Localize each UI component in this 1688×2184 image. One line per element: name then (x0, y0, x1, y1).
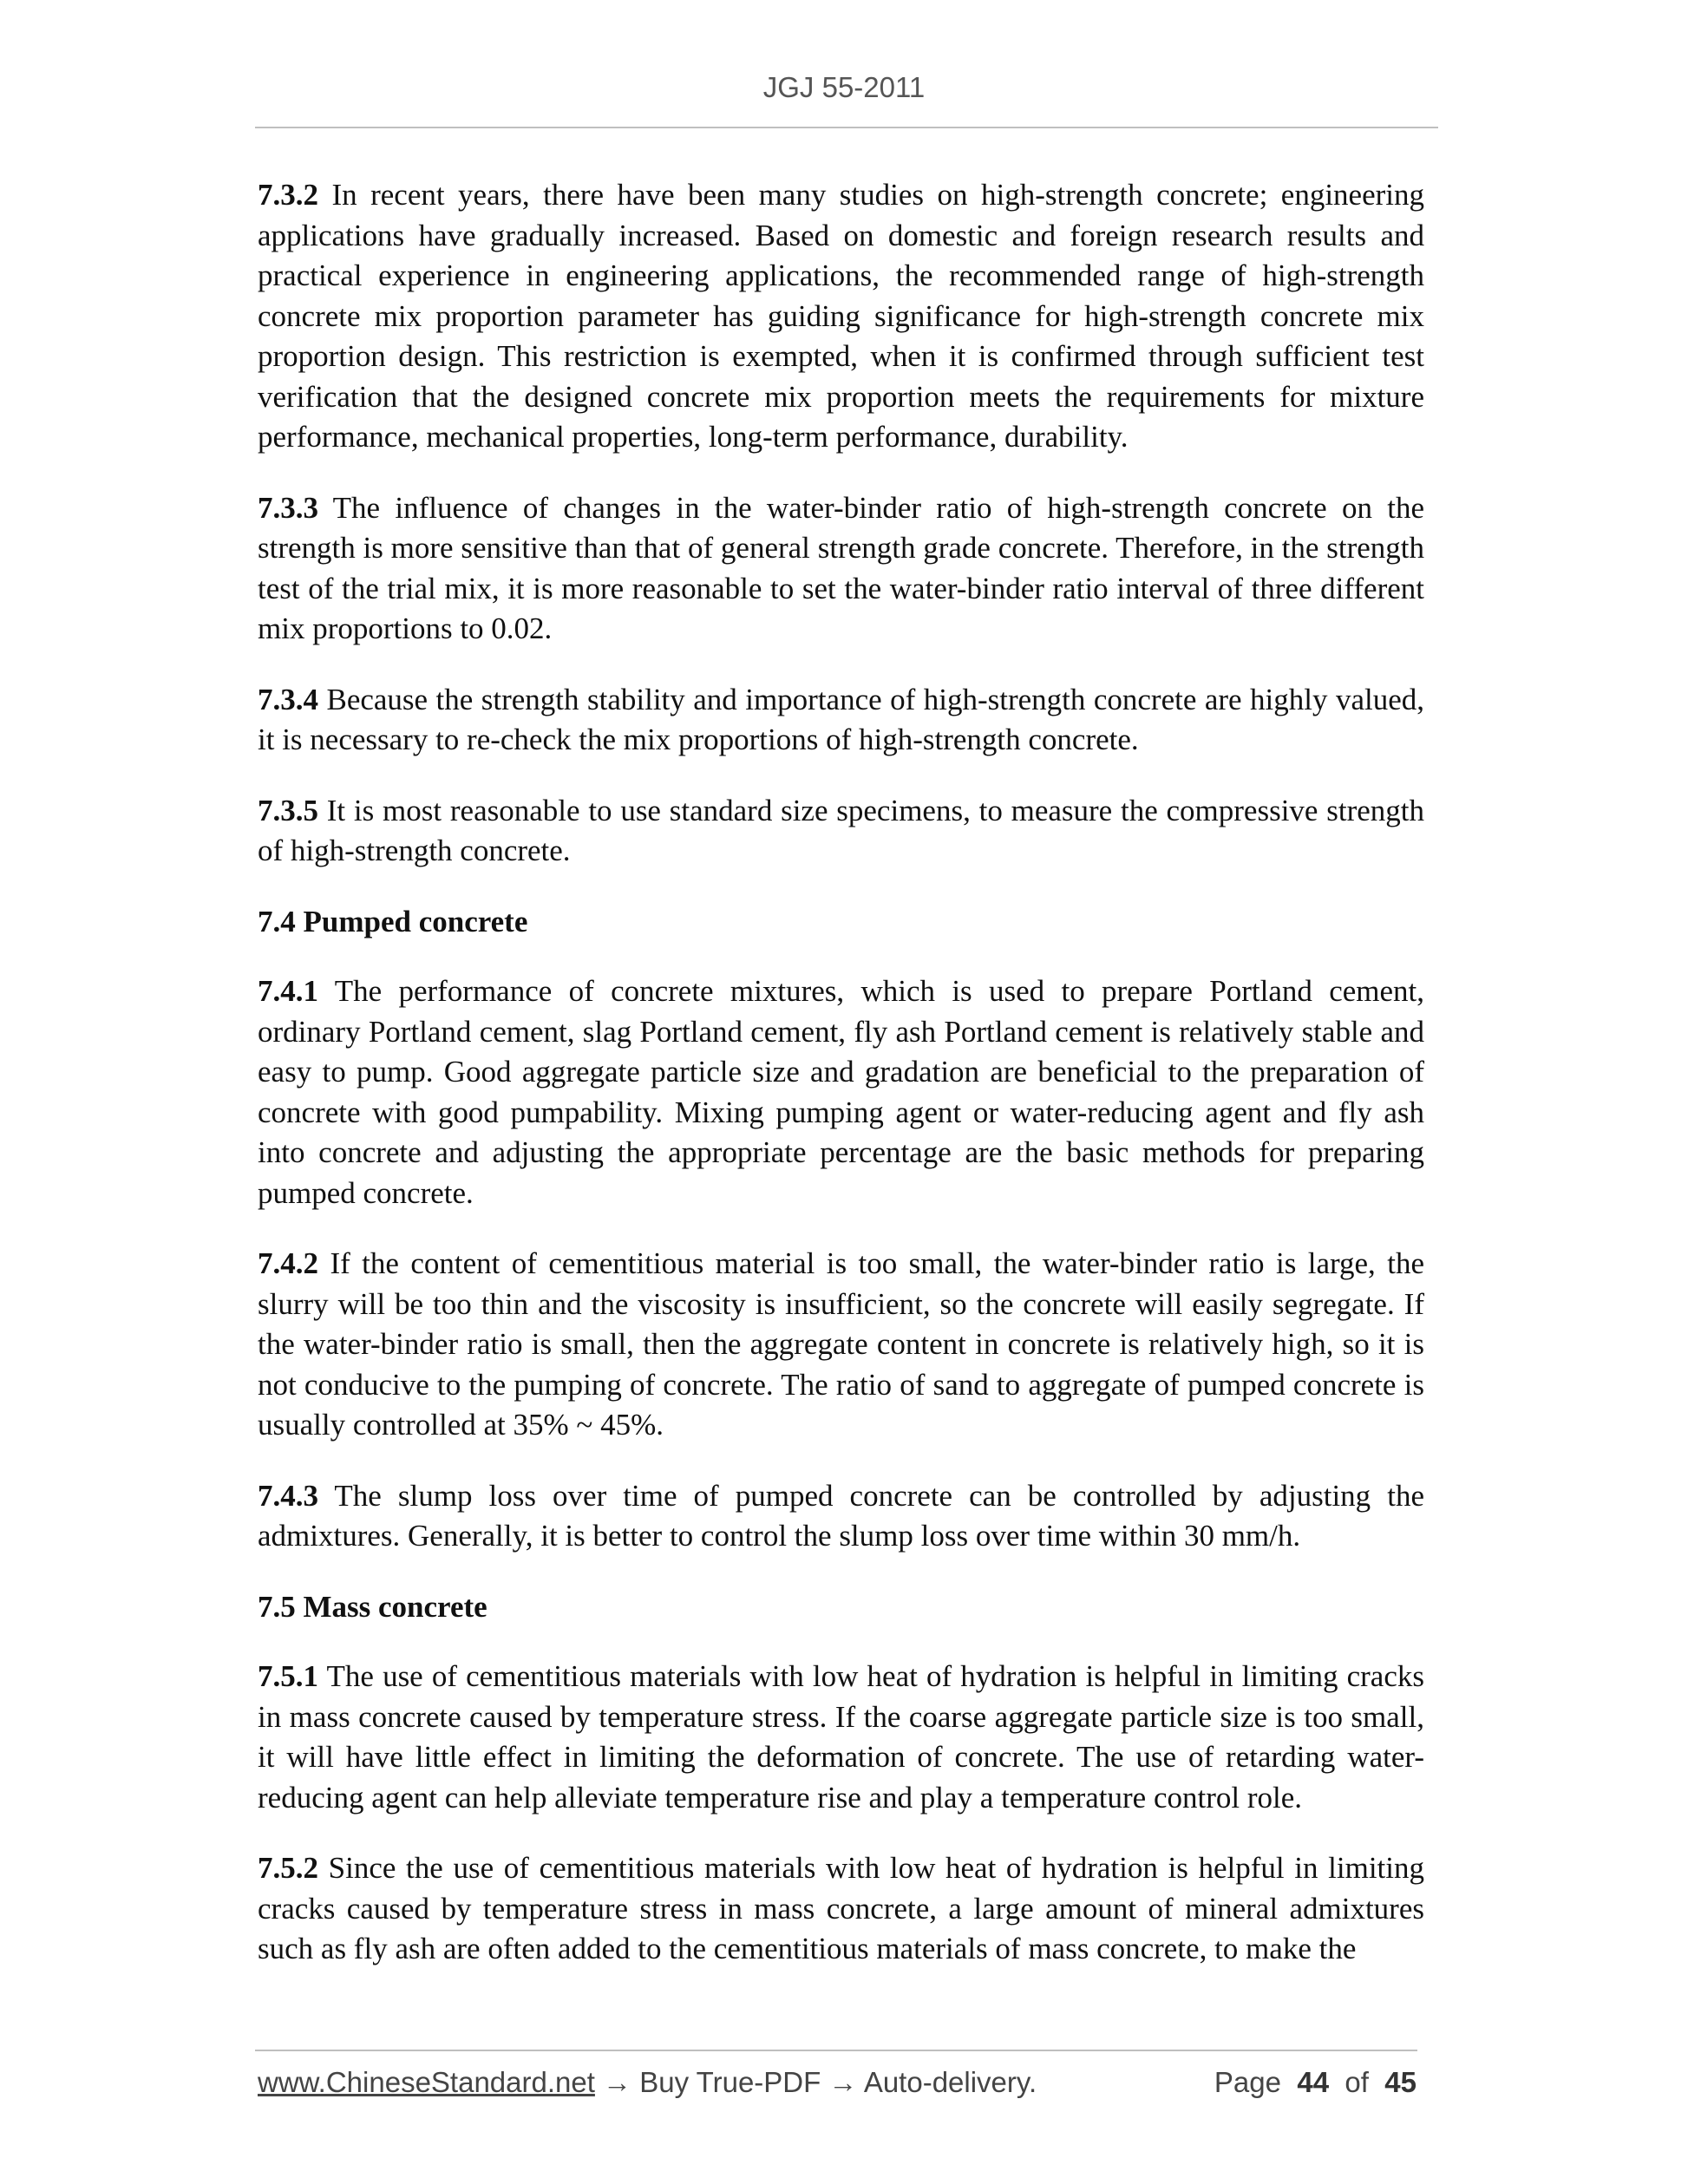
footer-tagline: → Buy True-PDF → Auto-delivery. (594, 2066, 1037, 2098)
section-heading: 7.4 Pumped concrete (258, 904, 528, 938)
clause-number: 7.5.1 (258, 1659, 318, 1693)
clause-text: If the content of cementitious material is too small, the water-binder ratio is large, the slurry will be too thin and the viscosity is insufficient, so the concrete will easily segregate. If the water-binder ratio is small, then the aggregate content in concrete is relatively high, so it is not conducive to the pumping of concrete. The ratio of sand to aggregate of pumped concrete is usually controlled at 35% ~ 45%. (258, 1246, 1424, 1442)
page-footer (258, 2066, 1416, 2102)
section-heading: 7.5 Mass concrete (258, 1589, 487, 1624)
page-current: 44 (1297, 2066, 1330, 2098)
page-label: Page (1214, 2066, 1281, 2098)
clause-number: 7.5.2 (258, 1851, 318, 1885)
website-link[interactable]: www.ChineseStandard.net (258, 2066, 595, 2098)
clause-paragraph (258, 1476, 1424, 1557)
clause-text: The use of cementitious materials with low heat of hydration is helpful in limiting cracks in mass concrete caused by temperature stress. If the coarse aggregate particle size is too small, it will have little effect in limiting the deformation of concrete. The use of retarding water-reducing agent can help alleviate temperature rise and play a temperature control role. (258, 1659, 1425, 1815)
footer-divider (255, 2050, 1417, 2051)
clause-text: The slump loss over time of pumped concrete can be controlled by adjusting the admixtures. Generally, it is better to control the slump loss over time within 30 mm/h. (258, 1478, 1424, 1553)
clause-number: 7.3.2 (258, 178, 318, 212)
page-of: of (1345, 2066, 1369, 2098)
clause-paragraph (258, 1244, 1424, 1446)
clause-number: 7.4.3 (258, 1478, 318, 1513)
header-divider (255, 127, 1438, 128)
clause-paragraph (258, 791, 1424, 872)
clause-text: The performance of concrete mixtures, which is used to prepare Portland cement, ordinary Portland cement, slag Portland cement, fly ash Portland cement is relatively stable and easy to pump. Good aggregate particle size and gradation are beneficial to the preparation of concrete with good pumpability. Mixing pumping agent or water-reducing agent and fly ash into concrete and adjusting the appropriate percentage are the basic methods for preparing pumped concrete. (258, 974, 1424, 1210)
clause-text: The influence of changes in the water-binder ratio of high-strength concrete on the strength is more sensitive than that of general strength grade concrete. Therefore, in the strength test of the trial mix, it is more reasonable to set the water-binder ratio interval of three different mix proportions to 0.02. (258, 490, 1424, 645)
clause-text: Because the strength stability and importance of high-strength concrete are highly valued, it is necessary to re-check the mix proportions of high-strength concrete. (258, 682, 1424, 756)
clause-paragraph (258, 488, 1424, 650)
clause-paragraph (258, 971, 1424, 1213)
clause-paragraph (258, 1848, 1424, 1970)
document-body (258, 175, 1424, 2000)
clause-number: 7.3.5 (258, 793, 318, 827)
footer-promo (258, 2066, 1037, 2099)
clause-text: Since the use of cementitious materials with low heat of hydration is helpful in limiting cracks caused by temperature stress in mass concrete, a large amount of mineral admixtures such as fly ash are often added to the cementitious materials of mass concrete, to make the (258, 1851, 1425, 1965)
clause-text: It is most reasonable to use standard size specimens, to measure the compressive strength of high-strength concrete. (258, 793, 1424, 867)
clause-text: In recent years, there have been many studies on high-strength concrete; engineering applications have gradually increased. Based on domestic and foreign research results and practical experience in engineering applications, the recommended range of high-strength concrete mix proportion parameter has guiding significance for high-strength concrete mix proportion design. This restriction is exempted, when it is confirmed through sufficient test verification that the designed concrete mix proportion meets the requirements for mixture performance, mechanical properties, long-term performance, durability. (258, 178, 1424, 454)
page-total: 45 (1384, 2066, 1416, 2098)
clause-number: 7.4.2 (258, 1246, 318, 1280)
clause-paragraph (258, 1657, 1424, 1818)
clause-paragraph (258, 680, 1424, 761)
page-indicator (1214, 2066, 1416, 2099)
clause-number: 7.3.3 (258, 490, 318, 525)
clause-number: 7.3.4 (258, 682, 318, 716)
clause-paragraph (258, 175, 1424, 458)
running-header: JGJ 55-2011 (762, 71, 926, 103)
clause-number: 7.4.1 (258, 974, 318, 1008)
